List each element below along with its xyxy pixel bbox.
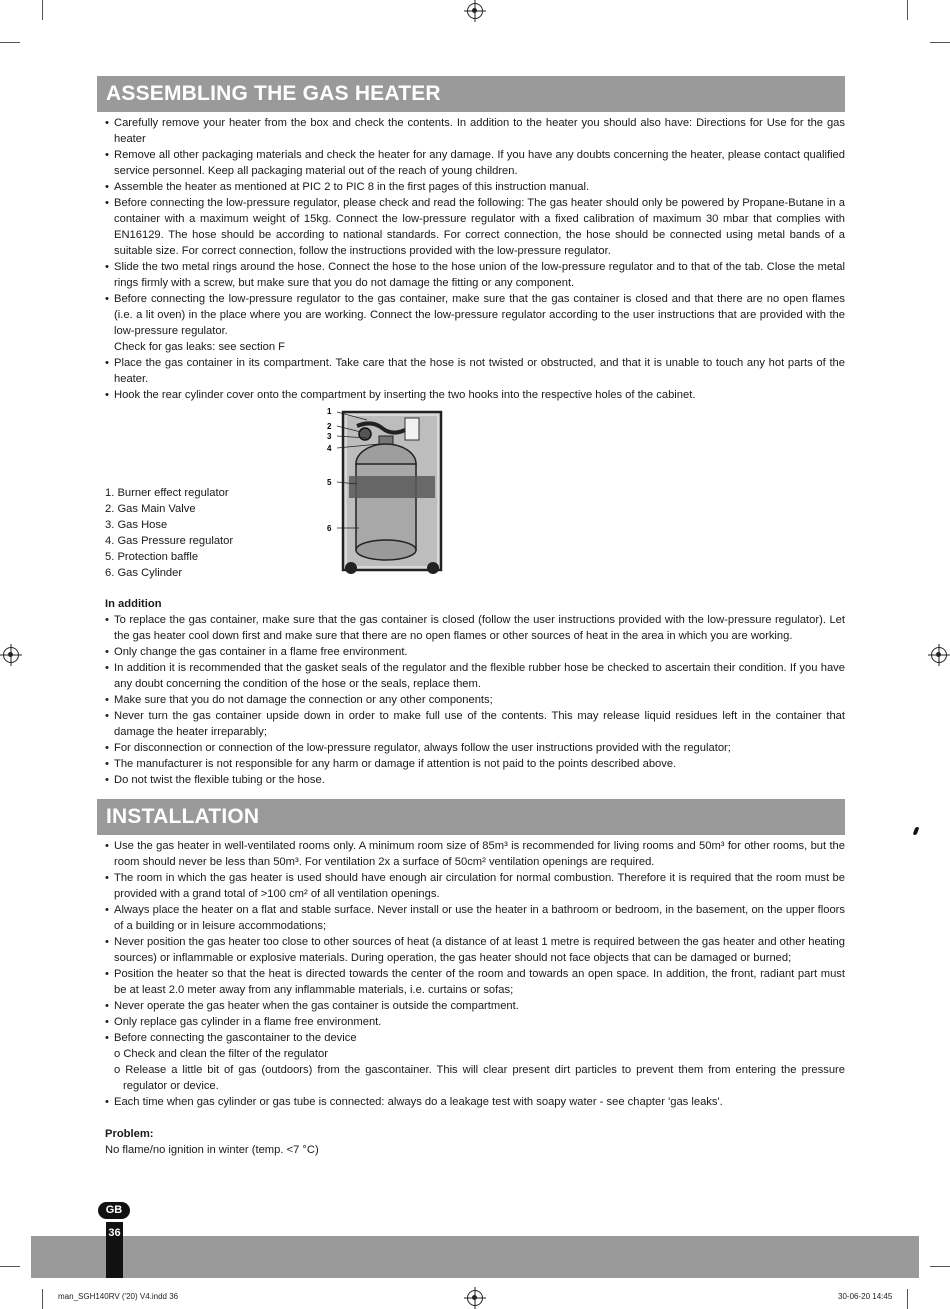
assembly-bullet-list	[97, 115, 845, 403]
callout-number: 6	[327, 524, 332, 533]
list-item: • The manufacturer is not responsible for any harm or damage if attention is not paid to the points described above.	[105, 756, 845, 772]
part-label: 1. Burner effect regulator	[105, 487, 229, 499]
list-item-text: Before connecting the low-pressure regulator to the gas container, make sure that the gas container is closed and that there are no open flames (i.e. a lit oven) in the place where you are working. Connect the low-pressure regulator according to the user instructions that are provided with the low-pressure regulator.	[114, 293, 845, 337]
protection-baffle	[349, 476, 435, 498]
part-label: 2. Gas Main Valve	[105, 503, 196, 515]
cylinder-bottom	[356, 540, 416, 560]
valve-block	[405, 418, 419, 440]
crop-mark	[42, 0, 43, 20]
callout-number: 1	[327, 407, 332, 416]
crop-mark	[0, 42, 20, 43]
part-label: 4. Gas Pressure regulator	[105, 535, 234, 547]
crop-mark	[930, 42, 950, 43]
registration-mark-icon	[3, 647, 19, 663]
sub-list-item: o Release a little bit of gas (outdoors) from the gascontainer. This will clear present dirt particles to prevent them from entering the pressure regulator or device.	[114, 1064, 845, 1092]
callout-number: 5	[327, 478, 332, 487]
registration-mark-icon	[467, 1290, 483, 1306]
section-heading-installation: INSTALLATION	[97, 799, 845, 835]
list-item: • Make sure that you do not damage the connection or any other components;	[105, 692, 845, 708]
list-item: • Always place the heater on a flat and stable surface. Never install or use the heater in a bathroom or bedroom, in the basement, on the upper floors of a building or in leisure accommodations;	[105, 902, 845, 934]
section-heading-assembling: ASSEMBLING THE GAS HEATER	[97, 76, 845, 112]
list-item: • Position the heater so that the heat is directed towards the center of the room and towards an open space. In addition, the front, radiant part must be at least 2.0 meter away from any inflammable materials, i.e. curtains or sofas;	[105, 966, 845, 998]
list-item: • Slide the two metal rings around the hose. Connect the hose to the hose union of the low-pressure regulator and to that of the tab. Close the metal rings firmly with a screw, but make sure that you do not damage the fitting or any component.	[105, 259, 845, 291]
footer-band	[31, 1236, 919, 1278]
crop-mark	[930, 1266, 950, 1267]
list-item: • Before connecting the low-pressure regulator, please check and read the following: The gas heater should only be powered by Propane-Butane in a container with a maximum weight of 15kg. Connect the low-pressure regulator with a fixed calibration of maximum 30 mbar that complies with EN16129. The hose should be according to national standards. For correct connection, the hose should be connected using metal bands of a suitable size. For correct connection, follow the instructions provided with the low-pressure regulator.	[105, 195, 845, 259]
problem-heading: Problem:	[105, 1128, 154, 1140]
list-item	[105, 291, 845, 355]
heater-cutaway-diagram	[327, 406, 447, 584]
print-date-slug: 30-06-20 14:45	[838, 1292, 893, 1301]
list-item: • Never position the gas heater too close to other sources of heat (a distance of at least 1 metre is required between the gas heater and other heating sources) or inflammable or explosive materials. During operation, the gas heater should not face objects that can be damaged or burned;	[105, 934, 845, 966]
file-slug: man_SGH140RV ('20) V4.indd 36	[58, 1292, 179, 1301]
part-label: 6. Gas Cylinder	[105, 567, 183, 579]
list-item: • Never turn the gas container upside down in order to make full use of the contents. This may release liquid residues left in the container that damage the heater irreparably;	[105, 708, 845, 740]
wheel-icon	[345, 562, 357, 574]
in-addition-heading: In addition	[105, 598, 162, 610]
list-item: • Remove all other packaging materials and check the heater for any damage. If you have any doubts concerning the heater, please contact qualified service personnel. Keep all packaging material out of the reach of young children.	[105, 147, 845, 179]
sub-list-item: o Check and clean the filter of the regulator	[114, 1048, 328, 1060]
part-label: 3. Gas Hose	[105, 519, 168, 531]
problem-text: No flame/no ignition in winter (temp. <7 °C)	[105, 1144, 319, 1156]
list-item: • In addition it is recommended that the gasket seals of the regulator and the flexible rubber hose be checked to ascertain their condition. If you have any doubt concerning the condition of the hose or the seals, replace them.	[105, 660, 845, 692]
registration-mark-icon	[467, 3, 483, 19]
callout-number: 3	[327, 432, 332, 441]
page-content	[97, 76, 845, 1158]
list-item: • Before connecting the gascontainer to the device	[105, 1030, 845, 1046]
callout-number: 2	[327, 422, 332, 431]
list-item: • Each time when gas cylinder or gas tube is connected: always do a leakage test with soapy water - see chapter 'gas leaks'.	[105, 1094, 845, 1110]
list-item: • Never operate the gas heater when the gas container is outside the compartment.	[105, 998, 845, 1014]
list-item: • Only change the gas container in a flame free environment.	[105, 644, 845, 660]
list-item: • Hook the rear cylinder cover onto the compartment by inserting the two hooks into the respective holes of the cabinet.	[105, 387, 845, 403]
list-item: • Carefully remove your heater from the box and check the contents. In addition to the heater you should also have: Directions for Use for the gas heater	[105, 115, 845, 147]
language-badge: GB	[98, 1202, 130, 1219]
crop-mark	[42, 1289, 43, 1309]
wheel-icon	[427, 562, 439, 574]
gas-leak-note: Check for gas leaks: see section F	[114, 341, 285, 353]
heater-parts-figure	[97, 406, 845, 592]
list-item: • The room in which the gas heater is used should have enough air circulation for normal combustion. Therefore it is required that the room must be provided with a grand total of >100 cm² of all ventilation openings.	[105, 870, 845, 902]
list-item: • For disconnection or connection of the low-pressure regulator, always follow the user instructions provided with the regulator;	[105, 740, 845, 756]
list-item: • Do not twist the flexible tubing or the hose.	[105, 772, 845, 788]
list-item: • To replace the gas container, make sure that the gas container is closed (follow the user instructions provided with the low-pressure regulator). Let the gas heater cool down first and make sure that there are no open flames or other sources of heat in the area in which you are working.	[105, 612, 845, 644]
in-addition-bullet-list	[97, 612, 845, 788]
crop-mark	[907, 1289, 908, 1309]
crop-mark	[0, 1266, 20, 1267]
stray-mark	[913, 827, 920, 835]
page-number: 36	[106, 1222, 123, 1278]
crop-mark	[907, 0, 908, 20]
parts-legend	[105, 485, 233, 581]
list-item: • Only replace gas cylinder in a flame free environment.	[105, 1014, 845, 1030]
list-item: • Assemble the heater as mentioned at PIC 2 to PIC 8 in the first pages of this instruction manual.	[105, 179, 845, 195]
part-label: 5. Protection baffle	[105, 551, 199, 563]
callout-number: 4	[327, 444, 332, 453]
registration-mark-icon	[931, 647, 947, 663]
list-item: • Place the gas container in its compartment. Take care that the hose is not twisted or obstructed, and that it is unable to touch any hot parts of the heater.	[105, 355, 845, 387]
installation-bullet-list	[97, 838, 845, 1110]
list-item: • Use the gas heater in well-ventilated rooms only. A minimum room size of 85m³ is recommended for living rooms and 50m³ for other rooms, but the room should never be less than 50m³. For ventilation 2x a surface of 50cm² ventilation openings are required.	[105, 838, 845, 870]
